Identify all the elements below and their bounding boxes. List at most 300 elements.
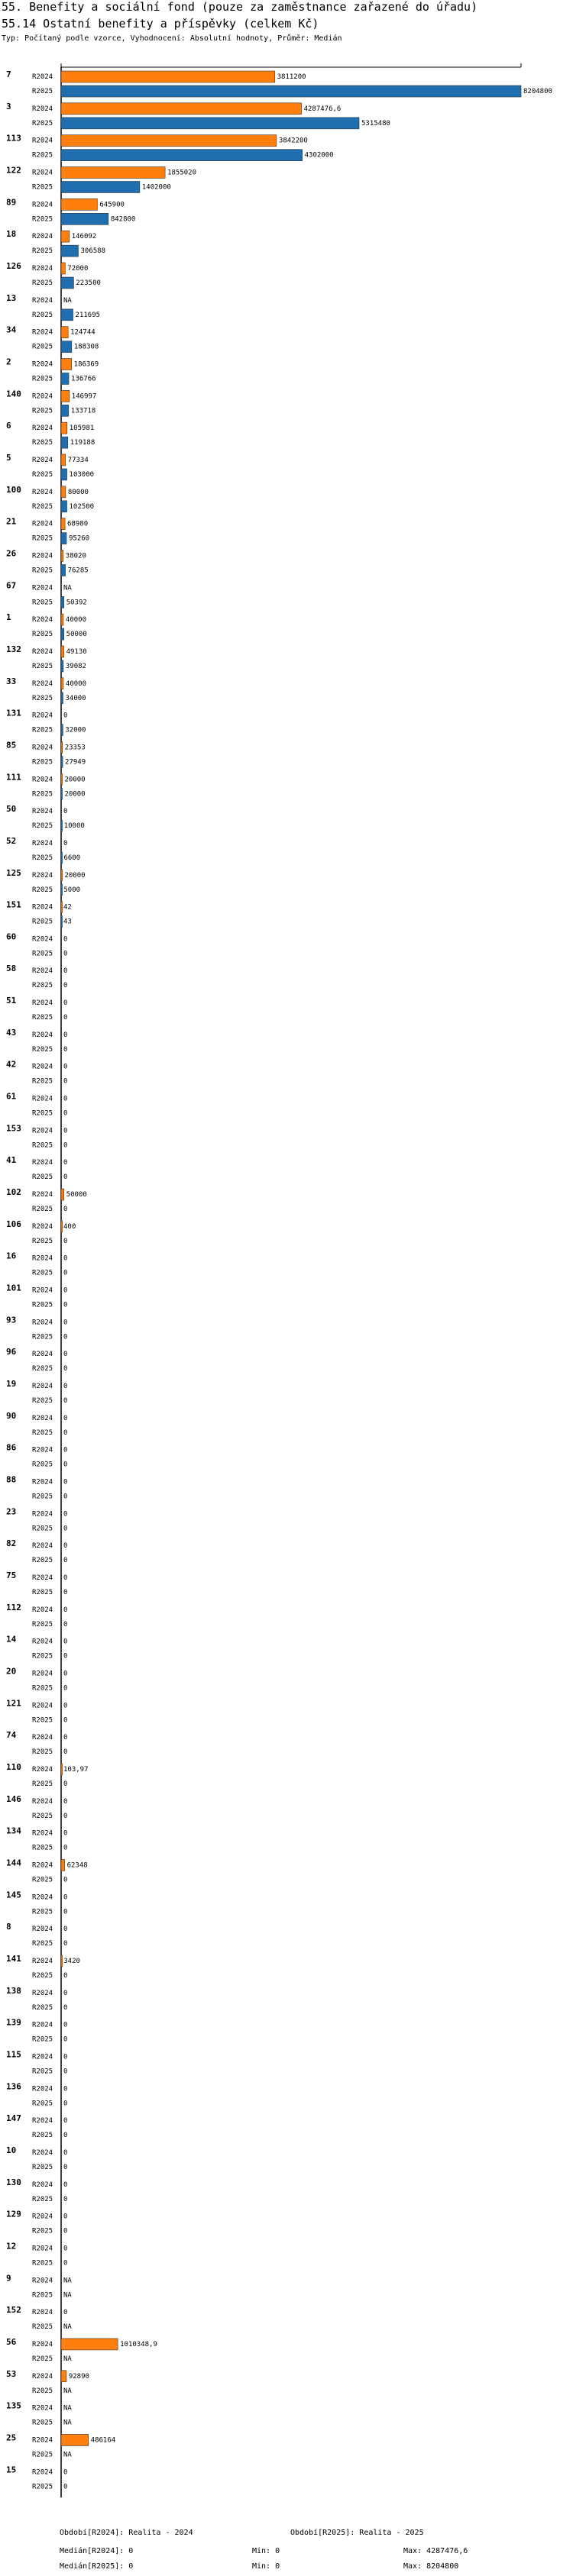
bar-r2024 [61,902,63,913]
series-label: R2025 [32,1365,53,1374]
data-label: 0 [63,1670,68,1678]
data-label: 34000 [65,694,86,702]
data-label: 0 [63,1478,68,1487]
series-label: R2025 [32,2291,53,2300]
data-label: NA [63,2277,72,2285]
data-label: NA [63,2419,72,2427]
data-label: 0 [63,1525,68,1533]
category-label: 58 [6,964,17,974]
bar-r2024 [61,358,72,370]
data-label: 92890 [68,2372,89,2381]
series-label: R2024 [32,169,53,177]
data-label: 0 [63,2181,68,2189]
data-label: 0 [63,1159,68,1167]
footer-max-1: Max: 4287476,6 [403,2547,468,2555]
series-label: R2025 [32,2195,53,2203]
series-label: R2024 [32,999,53,1008]
data-label: 3420 [63,1957,80,1965]
data-label: 0 [63,1365,68,1374]
series-label: R2024 [32,1797,53,1806]
category-label: 96 [6,1347,17,1357]
category-label: 25 [6,2432,17,2443]
data-label: 0 [63,1397,68,1406]
series-label: R2025 [32,2259,53,2268]
data-label: 102500 [69,502,95,511]
series-label: R2024 [32,1159,53,1167]
series-label: R2024 [32,456,53,464]
category-label: 90 [6,1410,17,1421]
data-label: 8204800 [523,88,552,95]
series-label: R2025 [32,886,53,894]
series-label: R2025 [32,2451,53,2459]
data-label: 0 [63,1893,68,1902]
bar-r2025 [61,820,63,831]
bar-r2025 [61,373,69,384]
bar-r2024 [61,870,63,881]
series-label: R2024 [32,2340,53,2348]
bar-r2024 [61,2339,118,2350]
series-label: R2024 [32,1606,53,1614]
series-label: R2025 [32,1684,53,1693]
data-label: 0 [63,1206,68,1214]
data-label: 20000 [64,776,86,784]
series-label: R2025 [32,279,53,287]
data-label: 0 [63,1574,68,1583]
data-label: 68980 [67,520,89,528]
category-label: 130 [6,2177,21,2187]
data-label: 0 [63,2309,68,2317]
footer-median-2024: Medián[R2024]: 0 [60,2547,134,2555]
series-label: R2025 [32,2419,53,2427]
chart-title: 55. Benefity a sociální fond (pouze za zaměstnance zařazené do úřadu) [2,0,478,14]
series-label: R2024 [32,1286,53,1295]
bar-r2024 [61,454,66,466]
data-label: 3811200 [277,73,306,81]
series-label: R2025 [32,1269,53,1277]
data-label: 0 [63,2053,68,2061]
bar-r2024 [61,550,63,561]
series-label: R2024 [32,584,53,592]
category-label: 136 [6,2081,21,2092]
data-label: 1010348,9 [120,2340,157,2348]
series-label: R2024 [32,1383,53,1391]
data-label: 0 [63,1620,68,1629]
category-label: 126 [6,260,21,271]
series-label: R2024 [32,264,53,273]
bar-r2024 [61,327,68,338]
bar-r2024 [61,199,97,210]
data-label: 0 [63,1652,68,1661]
series-label: R2025 [32,311,53,319]
series-label: R2024 [32,935,53,944]
series-label: R2025 [32,439,53,447]
data-label: 0 [63,2035,68,2044]
series-label: R2024 [32,1829,53,1838]
data-label: 1855020 [167,169,197,177]
category-label: 67 [6,580,17,591]
data-label: 5000 [63,886,81,894]
category-label: 5 [6,452,11,463]
bar-r2024 [61,614,63,625]
data-label: 0 [63,1940,68,1948]
series-label: R2024 [32,871,53,880]
data-label: 0 [63,2148,68,2157]
category-label: 138 [6,1985,21,1996]
data-label: 0 [63,2195,68,2203]
series-label: R2024 [32,392,53,401]
category-label: 18 [6,229,17,240]
category-label: 134 [6,1825,21,1836]
category-label: 56 [6,2336,17,2347]
data-label: 0 [63,839,68,847]
footer-median-2025: Medián[R2025]: 0 [60,2562,134,2571]
data-label: 6600 [63,854,81,862]
bar-r2024 [61,1764,63,1775]
data-label: 0 [63,1333,68,1341]
bar-r2024 [61,486,66,498]
data-label: 0 [63,1557,68,1565]
data-label: 223500 [76,279,101,287]
category-label: 41 [6,1155,17,1166]
bar-r2025 [61,596,64,608]
series-label: R2024 [32,424,53,433]
data-label: 0 [63,2227,68,2235]
data-label: 842800 [110,215,136,224]
series-label: R2025 [32,1525,53,1533]
footer-min-2: Min: 0 [252,2562,280,2571]
category-label: 141 [6,1953,21,1964]
bar-r2024 [61,422,67,434]
category-label: 140 [6,389,21,399]
data-label: 0 [63,1014,68,1022]
data-label: 40000 [65,680,87,688]
series-label: R2025 [32,1493,53,1501]
bar-r2024 [61,135,277,147]
series-label: R2024 [32,712,53,720]
data-label: 0 [63,1734,68,1742]
series-label: R2025 [32,599,53,607]
category-label: 82 [6,1538,17,1549]
data-label: 400 [63,1222,76,1231]
data-label: 32000 [65,726,86,734]
category-label: 125 [6,867,21,878]
series-label: R2025 [32,822,53,831]
category-label: 60 [6,931,17,942]
category-label: 113 [6,133,21,144]
data-label: 0 [63,1829,68,1838]
series-label: R2025 [32,151,53,160]
data-label: 0 [63,2085,68,2093]
bar-r2025 [61,118,359,129]
bar-r2025 [61,309,73,321]
data-label: 0 [63,1716,68,1725]
chart-subtitle: 55.14 Ostatní benefity a příspěvky (celkem Kč) [2,17,319,31]
bar-r2025 [61,501,67,512]
data-label: 4287476,6 [303,105,342,113]
data-label: 42 [63,903,72,912]
data-label: NA [63,2355,72,2363]
category-label: 129 [6,2209,21,2219]
data-label: 0 [63,2003,68,2012]
category-label: 86 [6,1442,17,1453]
series-label: R2025 [32,1652,53,1661]
series-label: R2025 [32,2003,53,2012]
data-label: 3842200 [278,137,308,145]
data-label: 50392 [66,599,87,607]
series-label: R2024 [32,552,53,560]
bar-r2025 [61,660,63,672]
data-label: 146092 [71,233,97,241]
series-label: R2024 [32,1765,53,1774]
series-label: R2024 [32,647,53,656]
series-label: R2024 [32,1893,53,1902]
series-label: R2025 [32,1333,53,1341]
bar-r2025 [61,86,521,97]
series-label: R2024 [32,1414,53,1422]
bar-r2024 [61,166,165,178]
series-label: R2024 [32,1478,53,1487]
data-label: 0 [63,1254,68,1263]
category-label: 93 [6,1315,17,1325]
bar-r2024 [61,2434,89,2445]
data-label: 0 [63,712,68,720]
category-label: 14 [6,1634,17,1645]
series-label: R2025 [32,247,53,256]
bar-r2024 [61,773,63,785]
data-label: 0 [63,1127,68,1135]
data-label: 0 [63,1971,68,1980]
series-label: R2025 [32,1748,53,1757]
data-label: 5315480 [361,119,390,128]
series-label: R2025 [32,567,53,575]
series-label: R2025 [32,2068,53,2076]
bar-r2024 [61,1221,63,1232]
series-label: R2024 [32,1670,53,1678]
chart-meta: Typ: Počítaný podle vzorce, Vyhodnocení: Absolutní hodnoty, Průměr: Medián [2,34,342,43]
series-label: R2025 [32,2132,53,2140]
data-label: 0 [63,1414,68,1422]
series-label: R2024 [32,776,53,784]
bar-r2024 [61,390,70,402]
series-label: R2025 [32,343,53,351]
category-label: 33 [6,676,17,686]
data-label: 20000 [64,790,86,799]
series-label: R2024 [32,137,53,145]
series-label: R2025 [32,2483,53,2491]
data-label: NA [63,2291,72,2300]
data-label: 211695 [75,311,101,319]
data-label: 49130 [66,647,87,656]
category-label: 21 [6,516,17,527]
bar-r2025 [61,341,72,353]
bar-r2024 [61,741,63,753]
series-label: R2024 [32,1127,53,1135]
series-label: R2025 [32,1557,53,1565]
data-label: NA [63,2404,72,2413]
data-label: 23353 [64,744,86,752]
series-label: R2025 [32,2323,53,2332]
bar-r2024 [61,2371,66,2382]
series-label: R2025 [32,1620,53,1629]
series-label: R2025 [32,1077,53,1086]
data-label: NA [63,584,72,592]
data-label: 0 [63,2117,68,2126]
data-label: 0 [63,1542,68,1551]
footer-max-2: Max: 8204800 [403,2562,459,2571]
data-label: 0 [63,1237,68,1245]
footer-period-2024: Období[R2024]: Realita - 2024 [60,2529,193,2537]
bar-r2024 [61,1859,65,1871]
data-label: NA [63,2451,72,2459]
data-label: 0 [63,2163,68,2171]
data-label: 645900 [99,201,125,209]
series-label: R2024 [32,1191,53,1199]
series-label: R2024 [32,1542,53,1551]
series-label: R2025 [32,1109,53,1118]
series-label: R2024 [32,2085,53,2093]
bar-r2025 [61,150,303,161]
data-label: 105981 [69,424,95,433]
data-label: 0 [63,808,68,816]
series-label: R2025 [32,1206,53,1214]
data-label: 0 [63,1461,68,1469]
data-label: 39082 [65,662,86,670]
data-label: 0 [63,1045,68,1054]
series-label: R2025 [32,88,53,95]
bar-r2025 [61,245,78,257]
data-label: 20000 [64,871,86,880]
bar-r2025 [61,533,66,544]
series-label: R2024 [32,2117,53,2126]
data-label: 0 [63,1428,68,1437]
series-label: R2025 [32,375,53,383]
series-label: R2025 [32,1940,53,1948]
data-label: 0 [63,1493,68,1501]
data-label: 0 [63,1876,68,1884]
bar-r2024 [61,518,65,530]
data-label: 0 [63,2245,68,2253]
data-label: NA [63,2387,72,2395]
data-label: 0 [63,1989,68,1997]
bar-r2025 [61,277,73,289]
bar-r2025 [61,692,63,704]
data-label: 0 [63,1286,68,1295]
series-label: R2025 [32,1045,53,1054]
category-label: 147 [6,2113,21,2124]
category-label: 115 [6,2049,21,2060]
data-label: 0 [63,1351,68,1359]
series-label: R2025 [32,1014,53,1022]
series-label: R2024 [32,1926,53,1934]
data-label: 50000 [66,1191,87,1199]
series-label: R2024 [32,2053,53,2061]
category-label: 16 [6,1251,17,1261]
series-label: R2025 [32,1301,53,1309]
data-label: 306588 [80,247,106,256]
category-label: 15 [6,2465,17,2475]
data-label: 0 [63,1844,68,1852]
data-label: 77334 [67,456,89,464]
series-label: R2025 [32,854,53,862]
data-label: 103,97 [63,1765,89,1774]
category-label: 122 [6,165,21,176]
series-label: R2024 [32,1446,53,1454]
category-label: 10 [6,2145,17,2155]
bar-r2024 [61,103,302,115]
series-label: R2025 [32,1173,53,1182]
data-label: 10000 [63,822,85,831]
bar-r2025 [61,916,63,928]
bar-r2024 [61,646,64,657]
data-label: 0 [63,1926,68,1934]
data-label: 0 [63,2068,68,2076]
series-label: R2025 [32,1876,53,1884]
data-label: 0 [63,967,68,976]
series-label: R2025 [32,1428,53,1437]
series-label: R2025 [32,1812,53,1820]
series-label: R2024 [32,2309,53,2317]
data-label: 0 [63,1908,68,1916]
data-label: 0 [63,1589,68,1597]
category-label: 1 [6,612,11,623]
bar-r2025 [61,213,108,224]
category-label: 34 [6,324,17,335]
data-label: 0 [63,1173,68,1182]
data-label: 0 [63,982,68,990]
category-label: 6 [6,421,11,431]
series-label: R2024 [32,1574,53,1583]
data-label: 0 [63,2213,68,2221]
series-label: R2025 [32,1971,53,1980]
series-label: R2025 [32,215,53,224]
data-label: 0 [63,1684,68,1693]
category-label: 89 [6,197,17,208]
data-label: 0 [63,1077,68,1086]
series-label: R2025 [32,1589,53,1597]
category-label: 88 [6,1474,17,1485]
series-label: R2025 [32,694,53,702]
series-label: R2025 [32,2355,53,2363]
series-label: R2024 [32,1031,53,1039]
series-label: R2024 [32,1254,53,1263]
category-label: 20 [6,1666,17,1677]
data-label: 0 [63,1269,68,1277]
data-label: 76285 [67,567,89,575]
data-label: 0 [63,1510,68,1519]
category-label: 121 [6,1698,21,1709]
data-label: 0 [63,950,68,958]
data-label: 0 [63,1383,68,1391]
category-label: 19 [6,1379,17,1390]
series-label: R2024 [32,2468,53,2477]
series-label: R2024 [32,105,53,113]
series-label: R2025 [32,1908,53,1916]
category-label: 42 [6,1059,17,1070]
series-label: R2025 [32,183,53,192]
bar-r2025 [61,756,63,767]
category-label: 23 [6,1506,17,1517]
category-label: 112 [6,1602,21,1612]
category-label: 153 [6,1123,21,1134]
series-label: R2025 [32,2100,53,2108]
data-label: 40000 [65,616,87,625]
series-label: R2024 [32,2245,53,2253]
data-label: 95260 [68,534,90,543]
category-label: 3 [6,101,11,111]
data-label: 0 [63,1095,68,1103]
series-label: R2024 [32,2181,53,2189]
category-label: 8 [6,1922,11,1932]
